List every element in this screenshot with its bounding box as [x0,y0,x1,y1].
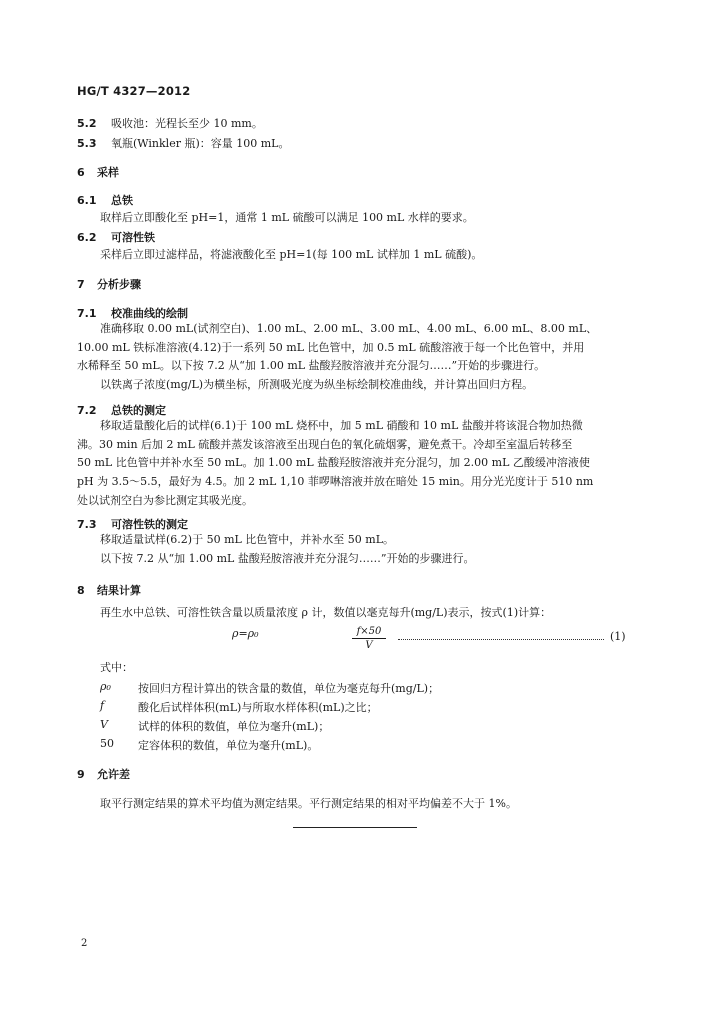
equation-number: (1) [610,630,626,643]
paragraph-line: 沸。30 min 后加 2 mL 硫酸并蒸发该溶液至出现白色的氧化硫烟雾，避免煮干。冷却至室温后转移至 [77,437,573,451]
paragraph-line: 10.00 mL 铁标准溶液(4.12)于一系列 50 mL 比色管中，加 0.5 mL 硫酸溶液于每一个比色管中，并用 [77,340,585,354]
section-title: 分析步骤 [97,278,141,291]
section-number: 7.1 [77,307,97,320]
section-7-heading [77,276,141,292]
paragraph-line: 处以试剂空白为参比测定其吸光度。 [77,493,253,507]
section-number: 6.1 [77,194,97,207]
where-label: 式中： [100,661,133,674]
paragraph-line: 移取适量试样(6.2)于 50 mL 比色管中，并补水至 50 mL。 [100,533,395,546]
fraction-denominator: V [365,640,373,651]
section-number: 7.3 [77,518,97,531]
section-7-3-body [77,531,474,568]
variable-symbol: V [100,718,108,731]
section-8-intro: 再生水中总铁、可溶性铁含量以质量浓度 ρ 计，数值以毫克每升(mg/L)表示，按式(1)计算： [100,606,552,619]
section-number: 7.2 [77,404,97,417]
clause-5-3 [77,136,289,151]
end-rule [293,827,417,828]
fraction-numerator: f×50 [352,626,386,639]
paragraph-line: 以铁离子浓度(mg/L)为横坐标，所测吸光度为纵坐标绘制校准曲线，并计算出回归方程。 [100,378,534,392]
clause-number: 5.2 [77,117,97,130]
variable-definition: 试样的体积的数值，单位为毫升(mL)； [138,720,330,733]
section-number: 9 [77,768,85,781]
section-title: 可溶性铁 [111,231,155,244]
page-number: 2 [81,938,88,949]
section-6-1-text: 取样后立即酸化至 pH=1，通常 1 mL 硫酸可以满足 100 mL 水样的要求。 [100,211,474,224]
section-number: 6.2 [77,231,97,244]
section-number: 6 [77,166,85,179]
section-title: 总铁的测定 [111,404,166,417]
paragraph-line: 水稀释至 50 mL。以下按 7.2 从“加 1.00 mL 盐酸羟胺溶液并充分混匀……”开始的步骤进行。 [77,359,546,373]
section-7-1-heading [77,305,188,321]
formula-fraction [352,626,386,651]
variable-symbol: 50 [100,737,114,750]
clause-5-2 [77,116,263,131]
section-title: 允许差 [97,768,130,781]
variable-definition: 按回归方程计算出的铁含量的数值，单位为毫克每升(mg/L)； [138,682,440,695]
clause-text: 吸收池：光程长至少 10 mm。 [111,117,263,130]
section-6-heading [77,164,119,180]
section-title: 总铁 [111,194,133,207]
clause-text: 氧瓶(Winkler 瓶)：容量 100 mL。 [111,137,290,150]
section-9-heading [77,766,130,782]
section-number: 8 [77,584,85,597]
section-7-2-heading [77,402,166,418]
variable-symbol: f [100,699,105,712]
paragraph-line: 50 mL 比色管中并补水至 50 mL。加 1.00 mL 盐酸羟胺溶液并充分混匀，加 2.00 mL 乙酸缓冲溶液使 [77,456,590,470]
section-number: 7 [77,278,85,291]
section-7-2-body [77,417,593,511]
section-title: 采样 [97,166,119,179]
section-8-heading [77,582,141,598]
section-7-3-heading [77,516,188,532]
section-9-text: 取平行测定结果的算术平均值为测定结果。平行测定结果的相对平均偏差不大于 1%。 [100,797,517,810]
paragraph-line: pH 为 3.5～5.5，最好为 4.5。加 2 mL 1,10 菲啰啉溶液并放在暗处 15 min。用分光光度计于 510 nm [77,475,594,489]
leader-dots [398,633,604,640]
section-title: 校准曲线的绘制 [111,307,188,320]
section-6-2-text: 采样后立即过滤样品，将滤液酸化至 pH=1(每 100 mL 试样加 1 mL 硫酸)。 [100,248,483,261]
section-title: 可溶性铁的测定 [111,518,188,531]
section-title: 结果计算 [97,584,141,597]
paragraph-line: 准确移取 0.00 mL(试剂空白)、1.00 mL、2.00 mL、3.00 mL、4.00 mL、6.00 mL、8.00 mL、 [100,322,598,335]
section-7-1-body [77,320,597,395]
clause-number: 5.3 [77,137,97,150]
section-6-2-heading [77,229,155,245]
variable-definition: 酸化后试样体积(mL)与所取水样体积(mL)之比； [138,701,378,714]
section-6-1-heading [77,192,133,208]
variable-definition: 定容体积的数值，单位为毫升(mL)。 [138,739,319,752]
formula-lhs: ρ=ρ₀ [232,627,259,640]
paragraph-line: 移取适量酸化后的试样(6.1)于 100 mL 烧杯中，加 5 mL 硝酸和 10 mL 盐酸并将该混合物加热微 [100,419,583,432]
paragraph-line: 以下按 7.2 从“加 1.00 mL 盐酸羟胺溶液并充分混匀……”开始的步骤进行。 [100,551,475,565]
variable-symbol: ρ₀ [100,680,111,693]
standard-header: HG/T 4327—2012 [77,84,191,98]
